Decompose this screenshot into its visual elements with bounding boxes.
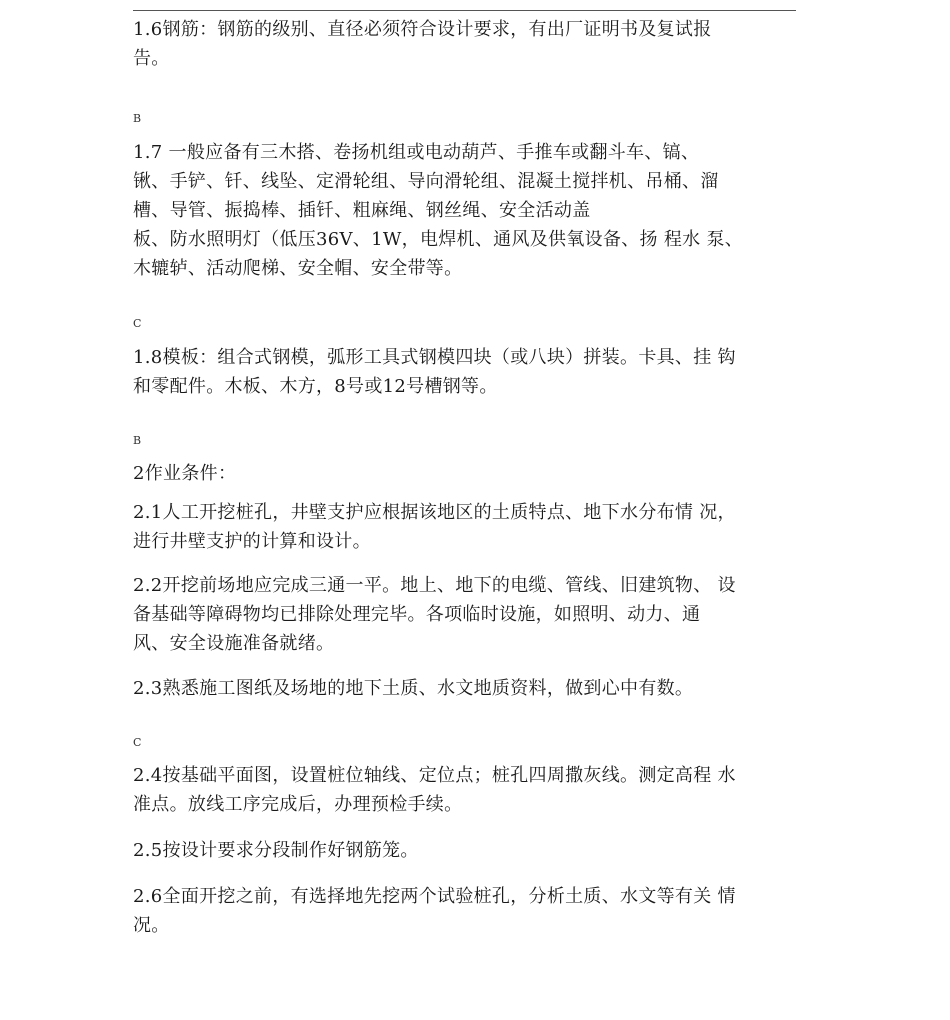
section-heading-2: [133, 459, 799, 488]
text-line: 进行井壁支护的计算和设计。: [133, 531, 371, 552]
paragraph-1-6: [133, 15, 799, 73]
text-line: 和零配件。木板、木方，8号或12号槽钢等。: [133, 376, 498, 397]
text-line: 2作业条件：: [133, 463, 237, 484]
document-body: [133, 14, 799, 940]
text-line: 1.7 一般应备有三木搭、卷扬机组或电动葫芦、手推车或翻斗车、镐、: [133, 142, 700, 163]
text-line: 告。: [133, 48, 170, 69]
text-line: 锹、手铲、钎、线坠、定滑轮组、导向滑轮组、混凝土搅拌机、吊桶、溜: [133, 171, 719, 192]
text-line: 1.6钢筋：钢筋的级别、直径必须符合设计要求，有出厂证明书及复试报: [133, 19, 712, 40]
text-line: 况。: [133, 915, 170, 936]
text-line: 备基础等障碍物均已排除处理完毕。各项临时设施，如照明、动力、通: [133, 604, 701, 625]
top-rule: [133, 10, 796, 11]
text-line: 木辘轳、活动爬梯、安全帽、安全带等。: [133, 258, 463, 279]
paragraph-1-8: [133, 343, 799, 401]
paragraph-2-1: [133, 498, 799, 556]
text-line: 槽、导管、振捣棒、插钎、粗麻绳、钢丝绳、安全活动盖: [133, 200, 591, 221]
text-line: 2.3熟悉施工图纸及场地的地下土质、水文地质资料，做到心中有数。: [133, 678, 694, 699]
paragraph-2-4: [133, 761, 799, 819]
section-marker: C: [133, 736, 142, 749]
text-line: 2.2开挖前场地应完成三通一平。地上、地下的电缆、管线、旧建筑物、 设: [133, 575, 736, 596]
text-line: 1.8模板：组合式钢模，弧形工具式钢模四块（或八块）拼装。卡具、挂 钩: [133, 347, 736, 368]
text-line: 2.1人工开挖桩孔，井壁支护应根据该地区的土质特点、地下水分布情 况，: [133, 502, 736, 523]
text-line: 风、安全设施准备就绪。: [133, 633, 335, 654]
text-line: 准点。放线工序完成后，办理预检手续。: [133, 794, 463, 815]
section-marker: C: [133, 317, 142, 330]
section-marker: B: [133, 112, 142, 125]
text-line: 2.6全面开挖之前，有选择地先挖两个试验桩孔，分析土质、水文等有关 情: [133, 886, 736, 907]
text-line: 板、防水照明灯（低压36V、1W，电焊机、通风及供氧设备、扬 程水 泵、: [133, 229, 744, 250]
section-marker: B: [133, 434, 142, 447]
paragraph-2-6: [133, 882, 799, 940]
text-line: 2.4按基础平面图，设置桩位轴线、定位点；桩孔四周撒灰线。测定高程 水: [133, 765, 736, 786]
paragraph-2-2: [133, 571, 799, 658]
paragraph-2-3: [133, 674, 799, 703]
paragraph-1-7: [133, 138, 799, 283]
paragraph-2-5: [133, 836, 799, 865]
text-line: 2.5按设计要求分段制作好钢筋笼。: [133, 840, 419, 861]
